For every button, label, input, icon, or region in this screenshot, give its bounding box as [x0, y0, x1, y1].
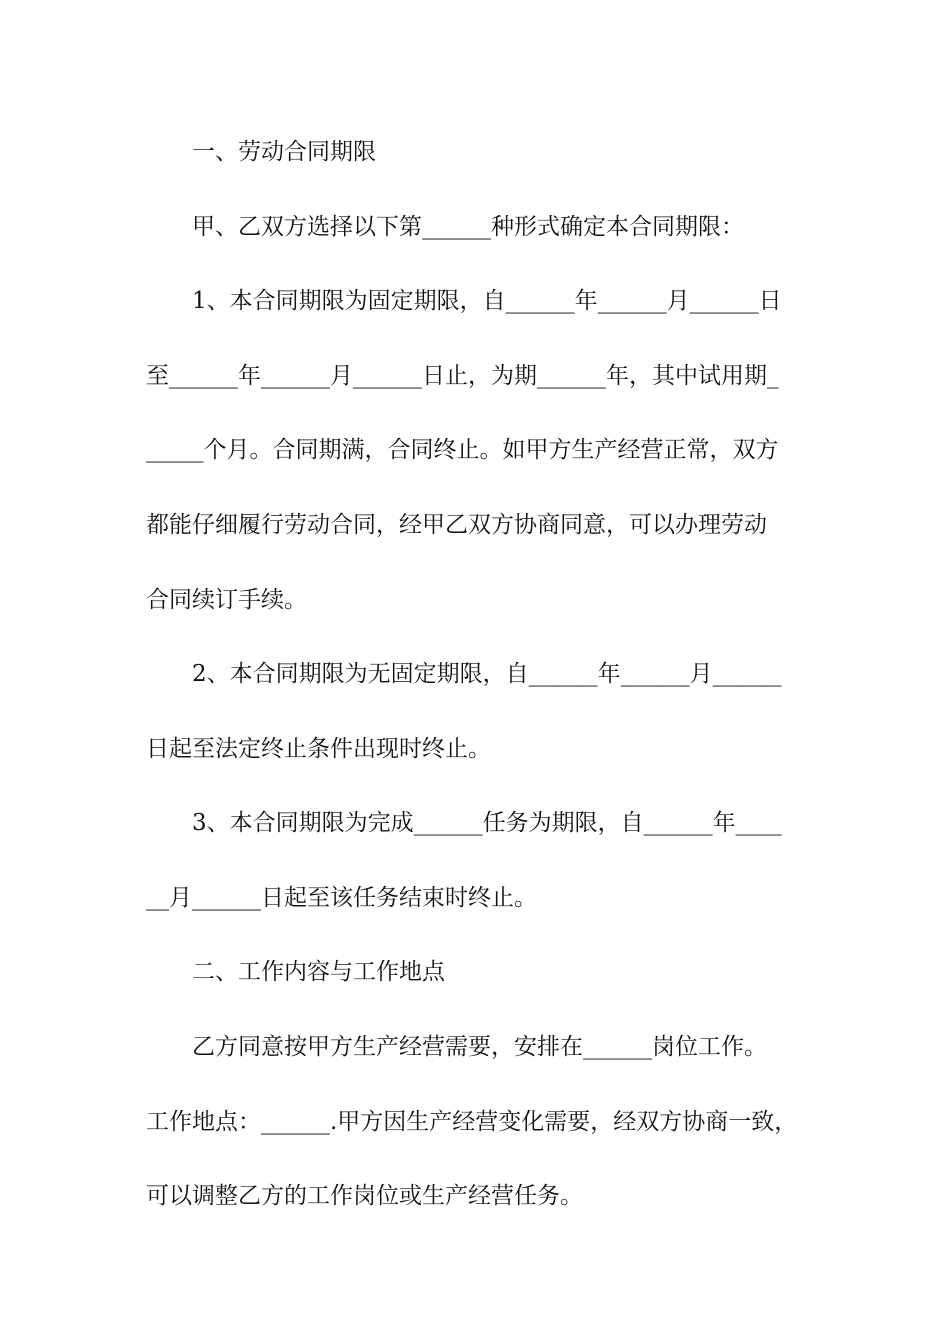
section-heading-work-content: 二、工作内容与工作地点 — [192, 959, 445, 985]
paragraph-line: 3、本合同期限为完成______任务为期限，自______年____ — [192, 810, 782, 836]
paragraph-line: 1、本合同期限为固定期限，自______年______月______日 — [192, 288, 782, 314]
paragraph-line: _____个月。合同期满，合同终止。如甲方生产经营正常，双方 — [146, 437, 779, 463]
paragraph-line: 甲、乙双方选择以下第______种形式确定本合同期限： — [192, 214, 744, 240]
paragraph-line: 可以调整乙方的工作岗位或生产经营任务。 — [146, 1183, 583, 1209]
paragraph-line: 工作地点：______.甲方因生产经营变化需要，经双方协商一致， — [146, 1109, 798, 1135]
paragraph-line: 2、本合同期限为无固定期限，自______年______月______ — [192, 661, 782, 687]
section-heading-contract-term: 一、劳动合同期限 — [192, 139, 376, 165]
paragraph-line: __月______日起至该任务结束时终止。 — [146, 885, 537, 911]
paragraph-line: 日起至法定终止条件出现时终止。 — [146, 736, 491, 762]
paragraph-line: 乙方同意按甲方生产经营需要，安排在______岗位工作。 — [192, 1034, 767, 1060]
paragraph-line: 都能仔细履行劳动合同，经甲乙双方协商同意，可以办理劳动 — [146, 512, 767, 538]
paragraph-line: 至______年______月______日止，为期______年，其中试用期_ — [146, 363, 779, 389]
paragraph-line: 合同续订手续。 — [146, 587, 307, 613]
